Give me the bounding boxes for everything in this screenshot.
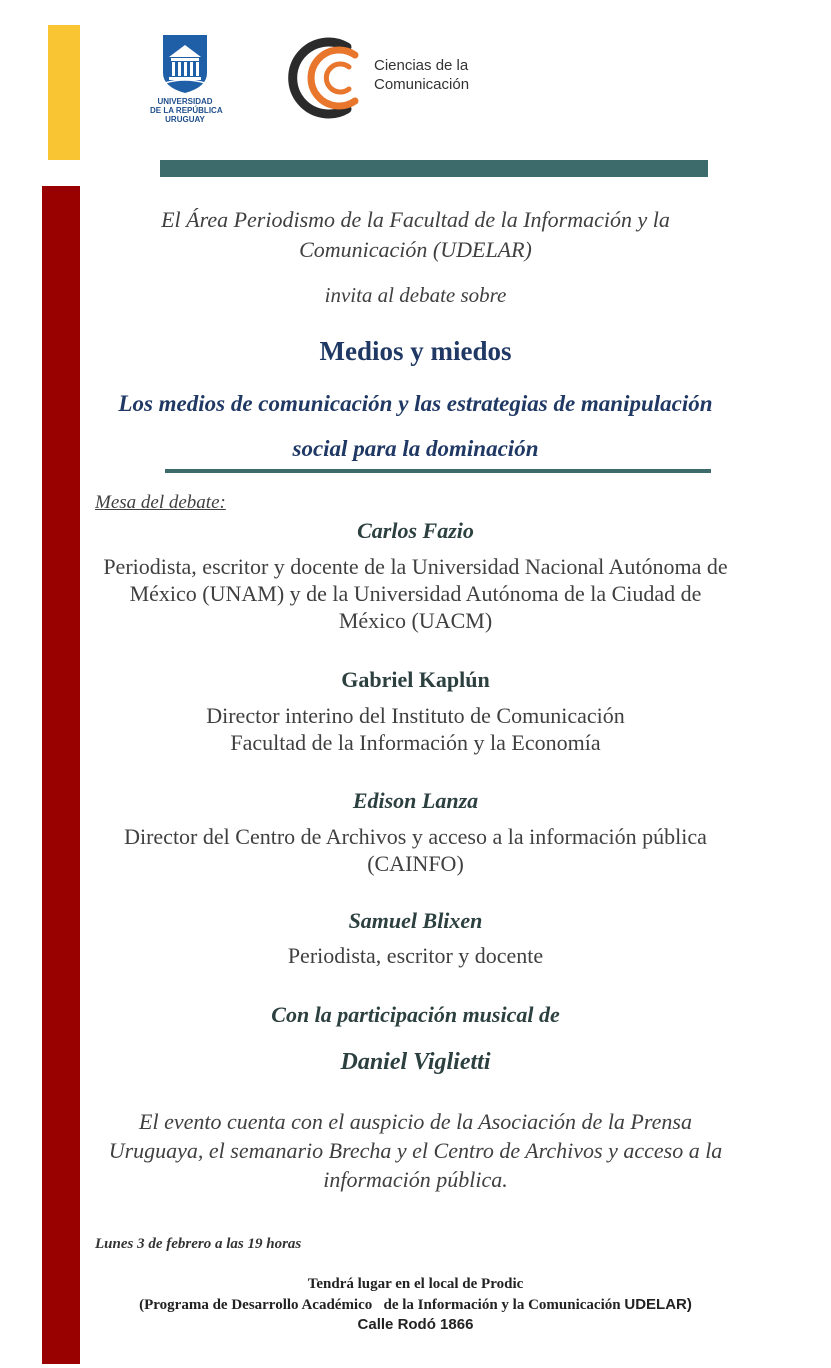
speaker-desc-line: (CAINFO) xyxy=(367,851,464,876)
intro-line-2: Comunicación (UDELAR) xyxy=(299,237,532,262)
invite-text: invita al debate sobre xyxy=(324,283,507,307)
event-title: Medios y miedos xyxy=(319,336,512,366)
speaker-desc-line: Periodista, escritor y docente de la Universidad Nacional Autónoma de xyxy=(103,554,728,579)
speaker-name: Samuel Blixen xyxy=(348,908,483,933)
sponsor-line-1: El evento cuenta con el auspicio de la Asociación de la Prensa xyxy=(139,1109,692,1134)
speaker-name: Edison Lanza xyxy=(352,788,479,813)
venue-udelar: UDELAR) xyxy=(624,1296,692,1313)
university-building-icon xyxy=(161,33,209,95)
faculty-logo-line-1: Ciencias de la xyxy=(374,57,469,74)
subtitle-line-2: social para la dominación xyxy=(292,436,539,461)
sponsorship-text xyxy=(0,1107,831,1194)
music-artist: Daniel Viglietti xyxy=(340,1049,491,1075)
faculty-logo-line-2: Comunicación xyxy=(374,76,470,93)
speaker-description xyxy=(0,553,831,634)
university-line-2: DE LA REPÚBLICA xyxy=(150,106,223,115)
speaker-desc-line: Facultad de la Información y la Economía xyxy=(230,730,601,755)
title-divider xyxy=(165,469,711,473)
venue-line-2 xyxy=(0,1296,831,1314)
speaker-desc-line: Periodista, escritor y docente xyxy=(287,943,544,968)
speaker-name: Carlos Fazio xyxy=(357,518,474,543)
sponsor-line-2: Uruguaya, el semanario Brecha y el Centro de Archivos y acceso a la xyxy=(108,1138,723,1163)
speaker-desc-line: México (UACM) xyxy=(338,608,493,633)
sponsor-line-3: información pública. xyxy=(323,1167,508,1192)
subtitle-line-1: Los medios de comunicación y las estrategias de manipulación xyxy=(118,391,713,416)
speaker-desc-line: Director interino del Instituto de Comunicación xyxy=(206,703,625,728)
intro-line-1: El Área Periodismo de la Facultad de la Información y la xyxy=(161,207,670,232)
speaker-name: Gabriel Kaplún xyxy=(341,667,490,692)
panel-label: Mesa del debate: xyxy=(95,492,226,513)
university-name xyxy=(150,97,223,124)
intro-text xyxy=(0,205,831,265)
speaker-desc-line: México (UNAM) y de la Universidad Autónoma de la Ciudad de xyxy=(129,581,702,606)
yellow-accent-bar xyxy=(48,25,80,160)
university-line-3: URUGUAY xyxy=(165,115,205,124)
event-subtitle xyxy=(0,381,831,471)
music-label: Con la participación musical de xyxy=(271,1002,560,1027)
venue-address: Calle Rodó 1866 xyxy=(357,1316,474,1333)
university-line-1: UNIVERSIDAD xyxy=(157,97,213,106)
header-divider xyxy=(160,160,708,177)
speaker-description xyxy=(0,942,831,969)
speaker-desc-line: Director del Centro de Archivos y acceso a la información pública xyxy=(124,824,707,849)
faculty-logo-text xyxy=(374,56,469,94)
event-date: Lunes 3 de febrero a las 19 horas xyxy=(95,1236,302,1252)
udelar-logo xyxy=(150,33,223,124)
speaker-description xyxy=(0,702,831,756)
venue-program: (Programa de Desarrollo Académico de la Información y la Comunicación xyxy=(139,1297,625,1313)
venue-line-1: Tendrá lugar en el local de Prodic xyxy=(307,1276,524,1292)
speaker-description xyxy=(0,823,831,877)
